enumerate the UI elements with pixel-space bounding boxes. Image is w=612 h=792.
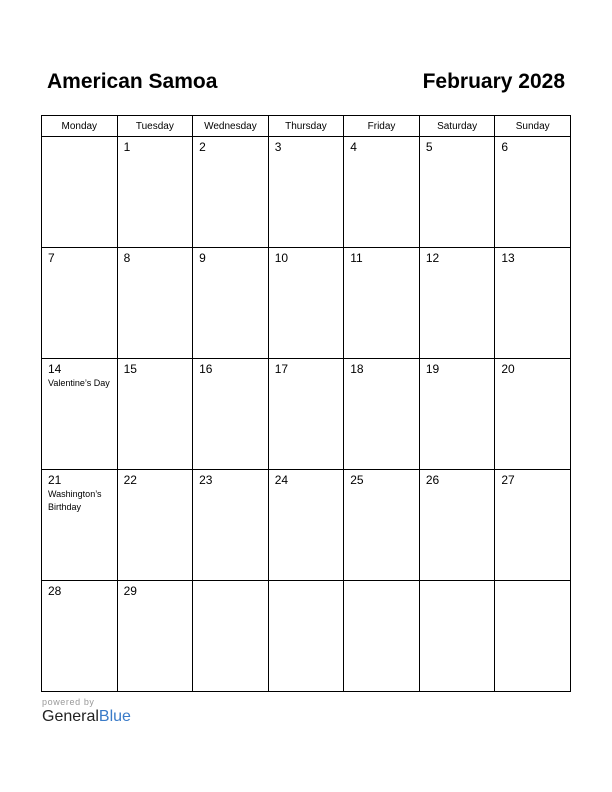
day-cell <box>495 248 571 359</box>
week-row <box>42 581 571 692</box>
country-title: American Samoa <box>47 70 218 93</box>
day-number: 25 <box>350 473 364 487</box>
day-cell <box>42 137 118 248</box>
day-cell <box>268 248 344 359</box>
day-cell <box>344 359 420 470</box>
day-number: 4 <box>350 140 357 154</box>
day-cell <box>344 581 420 692</box>
day-cell <box>193 581 269 692</box>
day-number: 29 <box>123 584 137 598</box>
day-number: 1 <box>123 140 131 154</box>
brand-general: General <box>42 708 99 725</box>
powered-by-text: powered by <box>42 697 95 707</box>
day-cell <box>117 359 193 470</box>
day-cell <box>495 137 571 248</box>
day-number <box>420 581 495 584</box>
day-cell <box>193 137 269 248</box>
day-cell <box>268 359 344 470</box>
day-number <box>269 581 344 584</box>
week-row <box>42 248 571 359</box>
day-cell <box>419 359 495 470</box>
month-year-title: February 2028 <box>422 70 565 93</box>
day-number: 5 <box>425 140 433 154</box>
day-number <box>42 137 117 140</box>
day-number <box>344 581 419 584</box>
weekday-header: Sunday <box>495 116 571 137</box>
day-number: 7 <box>48 251 55 265</box>
day-number: 2 <box>199 140 206 154</box>
day-number: 6 <box>501 140 509 154</box>
weekday-header: Thursday <box>268 116 344 137</box>
day-number: 13 <box>501 251 515 265</box>
day-cell <box>268 470 344 581</box>
day-cell <box>495 581 571 692</box>
day-cell <box>42 248 118 359</box>
brand-logo[interactable] <box>42 708 131 726</box>
day-cell <box>117 137 193 248</box>
day-number: 27 <box>501 473 515 487</box>
day-cell <box>193 359 269 470</box>
day-number: 22 <box>123 473 137 487</box>
weekday-header: Friday <box>344 116 420 137</box>
day-cell <box>117 470 193 581</box>
footer <box>42 697 131 726</box>
day-number: 9 <box>199 251 206 265</box>
day-number: 20 <box>501 362 515 376</box>
day-number <box>495 581 570 584</box>
day-number: 19 <box>425 362 440 376</box>
day-number: 23 <box>199 473 213 487</box>
day-number: 3 <box>274 140 282 154</box>
day-number: 16 <box>199 362 213 376</box>
day-cell <box>495 359 571 470</box>
day-cell <box>268 581 344 692</box>
day-cell <box>344 248 420 359</box>
day-cell <box>495 470 571 581</box>
day-cell <box>42 581 118 692</box>
holiday-label: Washington’s Birthday <box>48 489 102 512</box>
day-cell <box>117 248 193 359</box>
day-cell <box>419 248 495 359</box>
weekday-header: Tuesday <box>117 116 193 137</box>
week-row <box>42 359 571 470</box>
weekday-header: Saturday <box>419 116 495 137</box>
week-row <box>42 137 571 248</box>
day-number: 17 <box>274 362 289 376</box>
day-number <box>193 581 268 584</box>
week-row <box>42 470 571 581</box>
day-number: 10 <box>274 251 289 265</box>
weekday-header: Wednesday <box>193 116 269 137</box>
day-cell <box>42 470 118 581</box>
day-cell <box>117 581 193 692</box>
day-number: 11 <box>350 251 363 265</box>
day-cell <box>419 470 495 581</box>
day-number: 15 <box>123 362 137 376</box>
day-cell <box>193 470 269 581</box>
day-number: 12 <box>425 251 440 265</box>
day-cell <box>42 359 118 470</box>
day-cell <box>268 137 344 248</box>
brand-blue: Blue <box>98 708 131 725</box>
day-cell <box>419 581 495 692</box>
weekday-header: Monday <box>42 116 118 137</box>
day-cell <box>344 470 420 581</box>
day-cell <box>193 248 269 359</box>
day-cell <box>419 137 495 248</box>
day-number: 26 <box>425 473 440 487</box>
day-number: 8 <box>123 251 131 265</box>
day-number: 28 <box>48 584 62 598</box>
holiday-label: Valentine’s Day <box>48 378 110 388</box>
day-number: 14 <box>48 362 62 376</box>
weekday-header-row <box>42 116 571 137</box>
day-cell <box>344 137 420 248</box>
calendar-grid <box>41 115 571 692</box>
day-number: 24 <box>274 473 289 487</box>
day-number: 18 <box>350 362 364 376</box>
day-number: 21 <box>48 473 62 487</box>
